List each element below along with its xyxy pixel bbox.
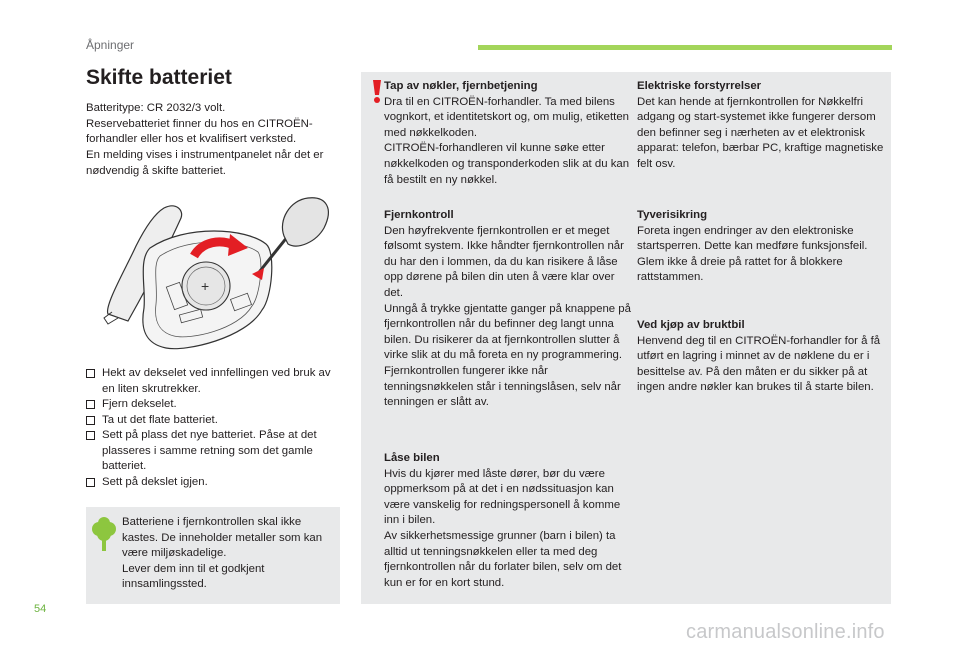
checkbox-icon [86, 369, 95, 378]
intro-spare-battery: Reservebatteriet finner du hos en CITROËN-forhandler eller hos et kvalifisert verksted. [86, 117, 313, 146]
warning-immobiliser: Tyverisikring Foreta ingen endringer av den elektroniske startsperren. Dette kan medføre funksjonsfeil. Glem ikke å dreie på rattet for å blokkere rattstammen. [637, 208, 887, 286]
page-number: 54 [34, 603, 47, 615]
intro-text [86, 101, 342, 180]
eco-note-text: Batteriene i fjernkontrollen skal ikke kastes. De inneholder metaller som kan være miljøskadelige. [122, 516, 323, 559]
section-heading: Låse bilen [384, 452, 440, 464]
key-battery-illustration [86, 188, 340, 360]
list-item: Ta ut det flate batteriet. [86, 413, 342, 429]
section-heading: Ved kjøp av bruktbil [637, 319, 745, 331]
list-item: Sett på dekslet igjen. [86, 475, 342, 491]
warning-exclamation-icon [370, 80, 384, 104]
list-item: Sett på plass det nye batteriet. Påse at det plasseres i samme retning som det gamle batteriet. [86, 428, 342, 475]
checkbox-icon [86, 431, 95, 440]
warning-locking: Låse bilen Hvis du kjører med låste dører, bør du være oppmerksom på at det i en nødssituasjon kan være vanskelig for redningspersonell å komme inn i bilen. Av sikkerhetsmessige grunner (barn i bilen) ta alltid ut tenningsnøkkelen eller ta med deg fjernkontrollen når du forlater bilen, selv om det kun er for en kort stund. [384, 451, 632, 591]
environment-note [86, 507, 340, 604]
list-item: Hekt av dekselet ved innfellingen ved bruk av en liten skrutrekker. [86, 366, 342, 397]
warning-remote: Fjernkontroll Den høyfrekvente fjernkontrollen er et meget følsomt system. Ikke håndter fjernkontrollen når du har den i lommen, da du kan risikere å låse opp dørene på bilen din uten å være klar over det. Unngå å trykke gjentatte ganger på knappene på fjernkontrollen når du befinner deg langt unna bilen. Du risikerer da at fjernkontrollen slutter å virke slik at du må foreta en ny programmering. Fjernkontrollen fungerer ikke når tenningsnøkkelen står i tenningslåsen, selv når tenningen er slått av. [384, 209, 631, 409]
instruction-list [86, 366, 342, 490]
checkbox-icon [86, 416, 95, 425]
list-item: Fjern dekselet. [86, 397, 342, 413]
intro-battery-type: Batteritype: CR 2032/3 volt. [86, 102, 226, 114]
key-battery-figure [86, 188, 340, 360]
section-title: Åpninger [86, 38, 135, 52]
section-heading: Tyverisikring [637, 209, 708, 221]
eco-note-text: Lever dem inn til et godkjent innsamlingssted. [122, 562, 265, 590]
checkbox-icon [86, 400, 95, 409]
page-title: Skifte batteriet [86, 66, 232, 89]
header-accent-bar [478, 45, 892, 50]
checkbox-icon [86, 478, 95, 487]
eco-tree-icon [90, 517, 118, 553]
intro-message: En melding vises i instrumentpanelet når det er nødvendig å skifte batteriet. [86, 149, 324, 177]
warning-used-car: Ved kjøp av bruktbil Henvend deg til en CITROËN-forhandler for å få utført en lagring i minnet av de nøklene du er i besittelse av. På den måten er du sikker på at ingen andre nøkler kan brukes til å starte bilen. [637, 318, 885, 396]
watermark: carmanualsonline.info [686, 621, 885, 643]
section-heading: Elektriske forstyrrelser [637, 80, 762, 92]
battery-polarity-label: + [201, 278, 210, 294]
section-heading: Tap av nøkler, fjernbetjening [384, 80, 538, 92]
section-heading: Fjernkontroll [384, 209, 454, 221]
warning-key-loss: Tap av nøkler, fjernbetjening Dra til en CITROËN-forhandler. Ta med bilens vognkort, et identitetskort og, om mulig, etiketten med nøkkelkoden. CITROËN-forhandleren vil kunne søke etter nøkkelkoden og transponderkoden slik at du kan få bestilt en ny nøkkel. [384, 79, 632, 188]
warning-interference: Elektriske forstyrrelser Det kan hende at fjernkontrollen for Nøkkelfri adgang og start-systemet ikke fungerer dersom den befinner seg i nærheten av et elektronisk apparat: telefon, bærbar PC, kraftige magnetiske felt osv. [637, 80, 884, 170]
